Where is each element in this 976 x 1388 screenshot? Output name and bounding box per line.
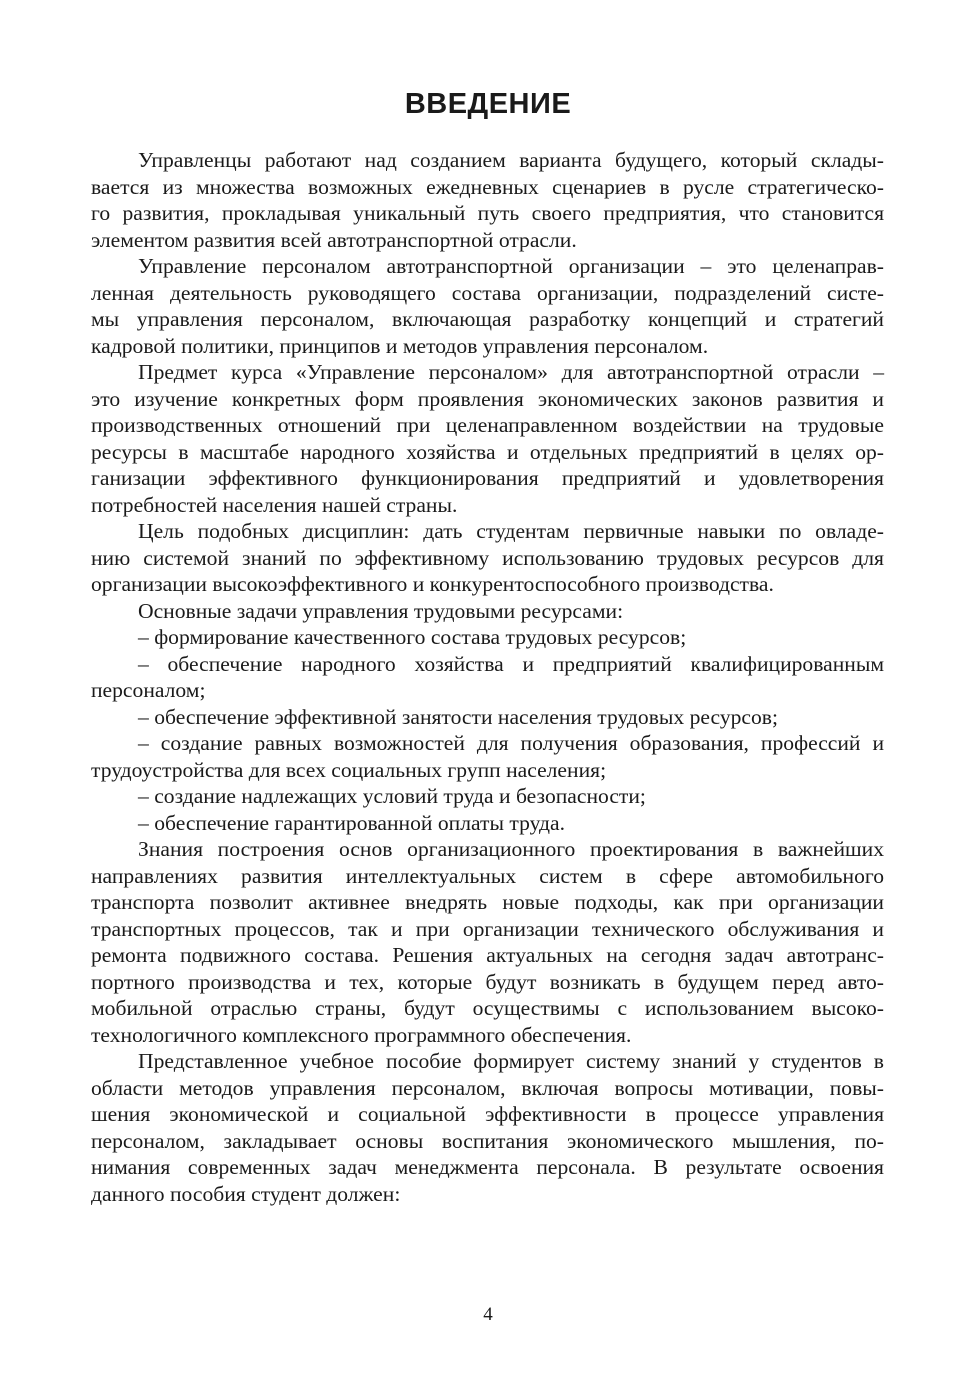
text-line: вается из множества возможных ежедневных сценариев в русле стратегическо- xyxy=(91,174,884,199)
text-line: Цель подобных дисциплин: дать студентам первичные навыки по овладе- xyxy=(138,519,884,543)
text-line: шения экономической и социальной эффективности в процессе управления xyxy=(91,1102,884,1126)
text-line: Предмет курса «Управление персоналом» для автотранспортной отрасли – xyxy=(138,360,884,384)
list-item xyxy=(91,783,884,810)
page-title: ВВЕДЕНИЕ xyxy=(404,88,572,120)
text-line: мы управления персоналом, включающая разработку концепций и стратегий xyxy=(91,307,884,331)
list-item xyxy=(91,704,884,731)
text-line: – обеспечение народного хозяйства и предприятий квалифицированным xyxy=(138,651,884,676)
text-line: персоналом, закладывает основы воспитания экономического мышления, по- xyxy=(91,1128,884,1153)
text-line: ленная деятельность руководящего состава организации, подразделений систе- xyxy=(91,280,884,305)
text-line: это изучение конкретных форм проявления экономических законов развития и xyxy=(91,386,884,411)
text-line: – создание надлежащих условий труда и безопасности; xyxy=(138,784,646,808)
text-line: ремонта подвижного состава. Решения актуальных на сегодня задач автотранс- xyxy=(91,943,884,967)
text-line: го развития, прокладывая уникальный путь своего предприятия, что становится xyxy=(91,201,884,225)
text-line: технологичного комплексного программного обеспечения. xyxy=(91,1022,632,1047)
list-item xyxy=(91,651,884,704)
paragraph xyxy=(91,598,884,625)
text-line: Управление персоналом автотранспортной организации – это целенаправ- xyxy=(138,254,884,278)
paragraph xyxy=(91,253,884,359)
text-line: потребностей населения нашей страны. xyxy=(91,492,458,517)
text-line: мобильной отраслью страны, будут осуществимы с использованием высоко- xyxy=(91,996,884,1020)
text-line: ресурсы в масштабе народного хозяйства и отдельных предприятий в целях ор- xyxy=(91,439,884,464)
text-line: Знания построения основ организационного проектирования в важнейших xyxy=(138,837,884,861)
text-line: Управленцы работают над созданием варианта будущего, который склады- xyxy=(138,148,884,172)
text-line: транспортных процессов, так и при организации технического обслуживания и xyxy=(91,916,884,941)
paragraph xyxy=(91,518,884,598)
text-line: – обеспечение гарантированной оплаты труда. xyxy=(138,810,565,835)
text-line: трудоустройства для всех социальных групп населения; xyxy=(91,757,607,782)
list-item xyxy=(91,730,884,783)
text-line: – формирование качественного состава трудовых ресурсов; xyxy=(138,625,687,649)
text-line: области методов управления персоналом, включая вопросы мотивации, повы- xyxy=(91,1075,884,1100)
text-line: – создание равных возможностей для получения образования, профессий и xyxy=(138,731,884,755)
text-line: нимания современных задач менеджмента персонала. В результате освоения xyxy=(91,1155,884,1179)
list-item xyxy=(91,624,884,651)
text-line: нию системой знаний по эффективному использованию трудовых ресурсов для xyxy=(91,545,884,570)
body-text xyxy=(91,147,884,1207)
text-line: Основные задачи управления трудовыми ресурсами: xyxy=(138,598,624,623)
text-line: направлениях развития интеллектуальных систем в сфере автомобильного xyxy=(91,863,884,888)
text-line: ганизации эффективного функционирования предприятий и удовлетворения xyxy=(91,466,884,490)
paragraph xyxy=(91,147,884,253)
paragraph xyxy=(91,836,884,1048)
text-line: портного производства и тех, которые будут возникать в будущем перед авто- xyxy=(91,969,884,994)
page-number: 4 xyxy=(483,1304,493,1325)
text-line: кадровой политики, принципов и методов управления персоналом. xyxy=(91,333,709,358)
text-line: персоналом; xyxy=(91,678,206,702)
text-line: – обеспечение эффективной занятости населения трудовых ресурсов; xyxy=(138,704,778,729)
text-line: Представленное учебное пособие формирует систему знаний у студентов в xyxy=(138,1049,884,1073)
list-item xyxy=(91,810,884,837)
text-line: транспорта позволит активнее внедрять новые подходы, как при организации xyxy=(91,890,884,914)
text-line: организации высокоэффективного и конкурентоспособного производства. xyxy=(91,572,774,596)
paragraph xyxy=(91,1048,884,1207)
text-line: производственных отношений при целенаправленном воздействии на трудовые xyxy=(91,413,884,437)
text-line: элементом развития всей автотранспортной отрасли. xyxy=(91,227,577,252)
paragraph xyxy=(91,359,884,518)
text-line: данного пособия студент должен: xyxy=(91,1181,401,1206)
